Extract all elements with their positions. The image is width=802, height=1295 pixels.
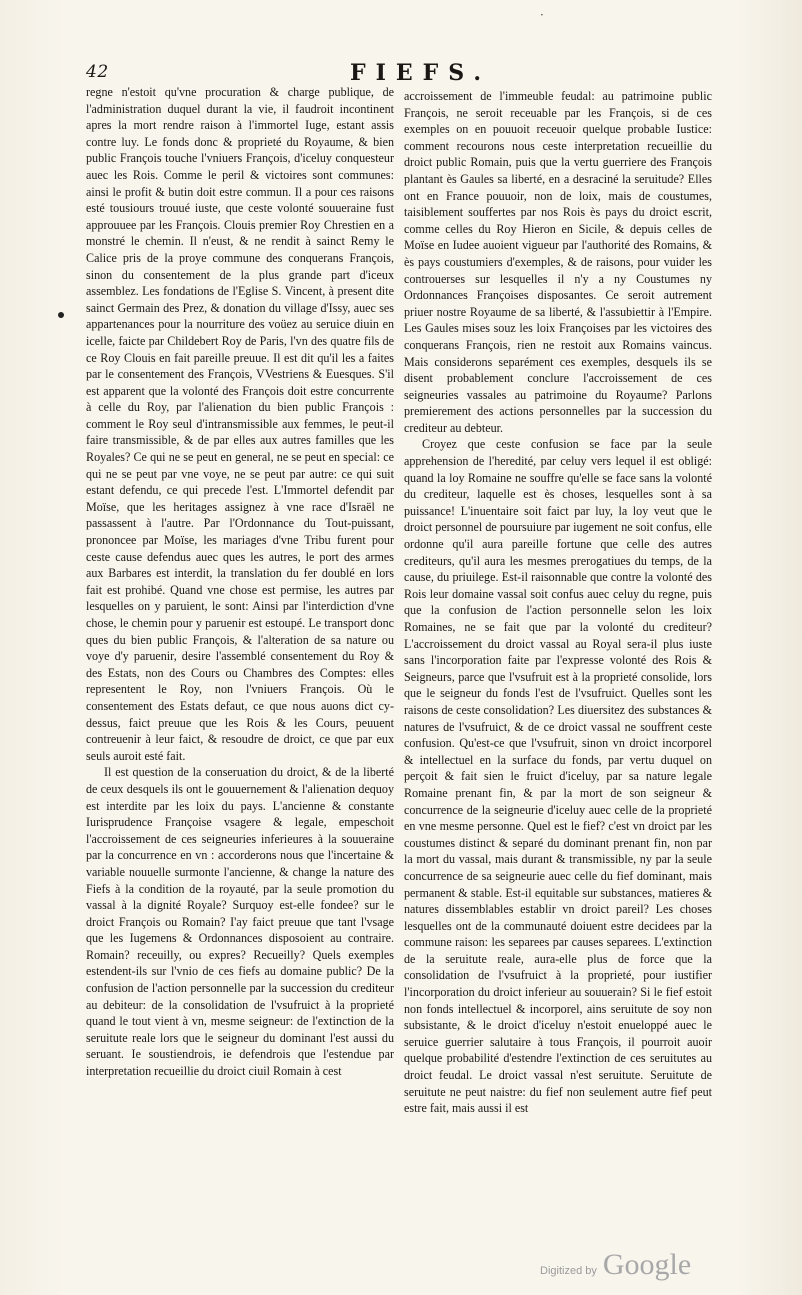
- paragraph: Croyez que ceste confusion se face par la seule apprehension de l'heredité, par celuy vers lequel il est obligé: quand la loy Romaine ne souffre qu'elle se face sans la volonté du crediteur, laquelle est ès choses, lesquelles sont à sa puissance! L'inuentaire soit faict par luy, la loy veut que le droict personnel de poursuiure par iugement ne soit confus, elle ordonne qu'il aura pareille fortune que celle des autres crediteurs, qu'il aura les mesmes prerogatiues du temps, de la cause, du priuilege. Est-il raisonnable que contre la volonté des Rois leur domaine vassal soit confus auec celuy du regne, puis que la confusion de l'action personnelle selon les loix Romaines, ne se fait que par la volonté du crediteur? L'accroissement du droict vassal au Royal sera-il plus iuste sans l'incorporation faite par l'expresse volonté des Rois & Seigneurs, parce que l'vsufruit est à la proprieté consolide, lors que le seigneur du fonds l'est de l'vsufruict. Quelles sont les raisons de ceste consolidation? Les diuersitez des substances & natures de l'vsufruict, & de ce droict vassal ne souffrent ceste confusion. Qu'est-ce que l'vsufruit, sinon vn droict incorporel & intellectuel en la surface du fonds, par vertu duquel on perçoit & fait sien le fruict d'iceluy, par sa nature legale Romaine prenant fin, & par la mort de son seigneur & concurrence de la seigneurie d'iceluy auec celle de la proprieté en vne mesme personne. Quel est le fief? c'est vn droict par les coustumes distinct & separé du dominant prenant fin, non par la mort du vassal, mais durant & transmissible, ny par la seule concurrence de sa seigneurie auec celle du fief dominant, mais permanent & stable. Est-il equitable sur substances, matieres & natures dissemblables establir vn droict pareil? Les choses lesquelles ont de la communauté doiuent estre decidees par la commune raison: les separees par causes separees. L'extinction de la seruitute reale, aura-elle plus de force que la consolidation de l'vsufruict à la proprieté, pour iustifier l'incorporation du droict inferieur au souuerain? Si le fief estoit non fonds intellectuel & incorporel, ains seruitute de soy non subsistante, & le droict d'iceluy n'estoit enueloppé auec le seruice guerrier salutaire à tous François, il pourroit auoir quelque probabilité d'estendre l'extinction de ces seruitutes au droict feudal. Le droict vassal n'est seruitute. Seruitute de seruitute ne peut naistre: du fief non seulement autre fief peut estre fait, mais aussi il est: [404, 437, 712, 1116]
- digitized-by-text: Digitized by: [540, 1265, 597, 1277]
- running-title: FIEFS.: [350, 60, 492, 86]
- left-text-column: [86, 84, 394, 1264]
- paragraph: accroissement de l'immeuble feudal: au patrimoine public François, ne seroit receuable par les François, si de ces exemples on en pouuoit receuoir quelque probable Iustice: comment recourons nous ceste interpretation recueillie du droict public Romain, puis que la vertu guerriere des François plantant ès Gaules sa liberté, en a desraciné la seruitude? Elles ont en France pouuoir, non de loix, mais de coustumes, taisiblement souffertes par nos Rois ès pays du droict escrit, comme celles du Roy Hieron en Sicile, & depuis celles de Moïse en Iudee auoient vigueur par l'authorité des Romains, & ès pays coustumiers d'exemples, & de raisons, pour vuider les controuerses sur lesquelles il n'y a ny Coustumes ny Ordonnances Françoises disposantes. Ce seroit autrement priuer nostre Royaume de sa liberté, & l'assubiettir à l'Empire. Les Gaules mises souz les loix Françoises par les victoires des conquerans François, rien ne restoit aux Romains vaincus. Mais considerons separément ces exemples, desquels ils se disent probablement conclure l'accroissement de ces seigneuries vassales au patrimoine du Royaume? Parlons premierement des actions personnelles par la succession du crediteur au debteur.: [404, 89, 712, 435]
- paragraph: regne n'estoit qu'vne procuration & charge publique, de l'administration duquel durant la vie, il faudroit incontinent apres la mort rendre raison à l'immortel Iuge, estant assis contre luy. Le fonds donc & proprieté du Royaume, & bien public François touche l'vniuers François, d'iceluy conquesteur auec les Rois. Comme le peril & victoires sont communes: ainsi le profit & butin doit estre commun. Il a pour ces raisons esté tousiours trouué iuste, que ceste volonté souueraine fust approuuee par les François. Clouis premier Roy Chrestien en a monstré le chemin. Il n'eust, & ne rendit à sainct Remy le Calice pris de la proye commune des conquerans François, sinon du consentement de la plus grande part d'iceux assemblez. Les fondations de l'Eglise S. Vincent, à present dite sainct Germain des Prez, & donation du village d'Issy, auec ses appartenances pour la nourriture des voüez au seruice diuin en icelle, faicte par Childebert Roy de Paris, l'vn des quatre fils de ce Roy Clouis en fait pareille preuue. Il est dit qu'il les a faites par le consentement des François, VVestriens & Euesques. S'il est apparent que la volonté des François doit estre concurrente à celle du Roy, par l'alienation du bien public François : comment le Roy seul d'intransmissible aux femmes, le peut-il faire transmissible, & de par elles aux autres familles que les Royales? Ce qui ne se peut en general, ne se peut en special: ce qui ne se peut par vne voye, ne se peut par autre: ce qui suit estant defendu, ce qui precede l'est. L'Immortel defendit par Moïse, que les heritages assignez à vne race d'Israël ne passassent à l'autre. Par l'Ordonnance du Tout-puissant, prononcee par Moïse, les mariages d'vne Tribu furent pour ceste cause defendus auec ques les autres, le port des armes aux Barbares est interdit, la translation du fer doublé en lors fait est prohibé. Quand vne chose est permise, les autres par lesquelles on y paruient, le sont: Ainsi par l'interdiction d'vne chose, le chemin pour y paruenir est estoupé. Le transport donc ques du bien public François, & l'alteration de sa nature ou voye d'y paruenir, desire l'assemblé consentement du Roy & des Estats, non des Cours ou Chambres des Comptes: elles representent le Roy, non l'vniuers François. Où le consentement des Estats defaut, ce que nous auons dict cy-dessus, faict preuue que les Rois & les Cours, peuuent contreuenir à leur faict, & resoudre de droict, ce que par eux seuls auroit esté fait.: [86, 85, 394, 763]
- margin-bullet-mark: [58, 312, 64, 318]
- digitized-watermark: [540, 1248, 691, 1288]
- page-number: 42: [86, 62, 109, 82]
- paragraph: Il est question de la conseruation du droict, & de la liberté de ceux desquels ils ont le gouuernement & l'alienation dequoy est interdite par les loix du pays. L'ancienne & constante Iurisprudence Françoise vsagere & legale, empeschoit l'accroissement de ces seigneuries inferieures à la souueraine par la concurrence en vn : accorderons nous que l'incertaine & variable nouuelle surmonte l'ancienne, & change la nature des Fiefs à la condition de la royauté, par la seule promotion du vassal à la dignité Royale? Surquoy est-elle fondee? sur le droict François ou Romain? I'ay faict preuue que tant l'vsage que les Iugemens & Ordonnances disposoient au contraire. Romain? receuilly, ou expres? Recueilly? Quels exemples estendent-ils sur l'vnio de ces fiefs au domaine public? De la confusion de l'action personnelle par la succession du crediteur au debiteur: de la consolidation de l'vsufruict à la proprieté quand le tout vient à vn, mesme seigneur: de l'extinction de la seruitute reale lors que le seigneur du dominant l'est aussi du seruant. Ie soustiendrois, ie defendrois que l'estendue par interpretation recueillie du droict ciuil Romain à cest: [86, 765, 394, 1079]
- top-mark: ·: [540, 8, 544, 22]
- google-logo: Google: [602, 1248, 692, 1281]
- right-text-column: [404, 88, 712, 1268]
